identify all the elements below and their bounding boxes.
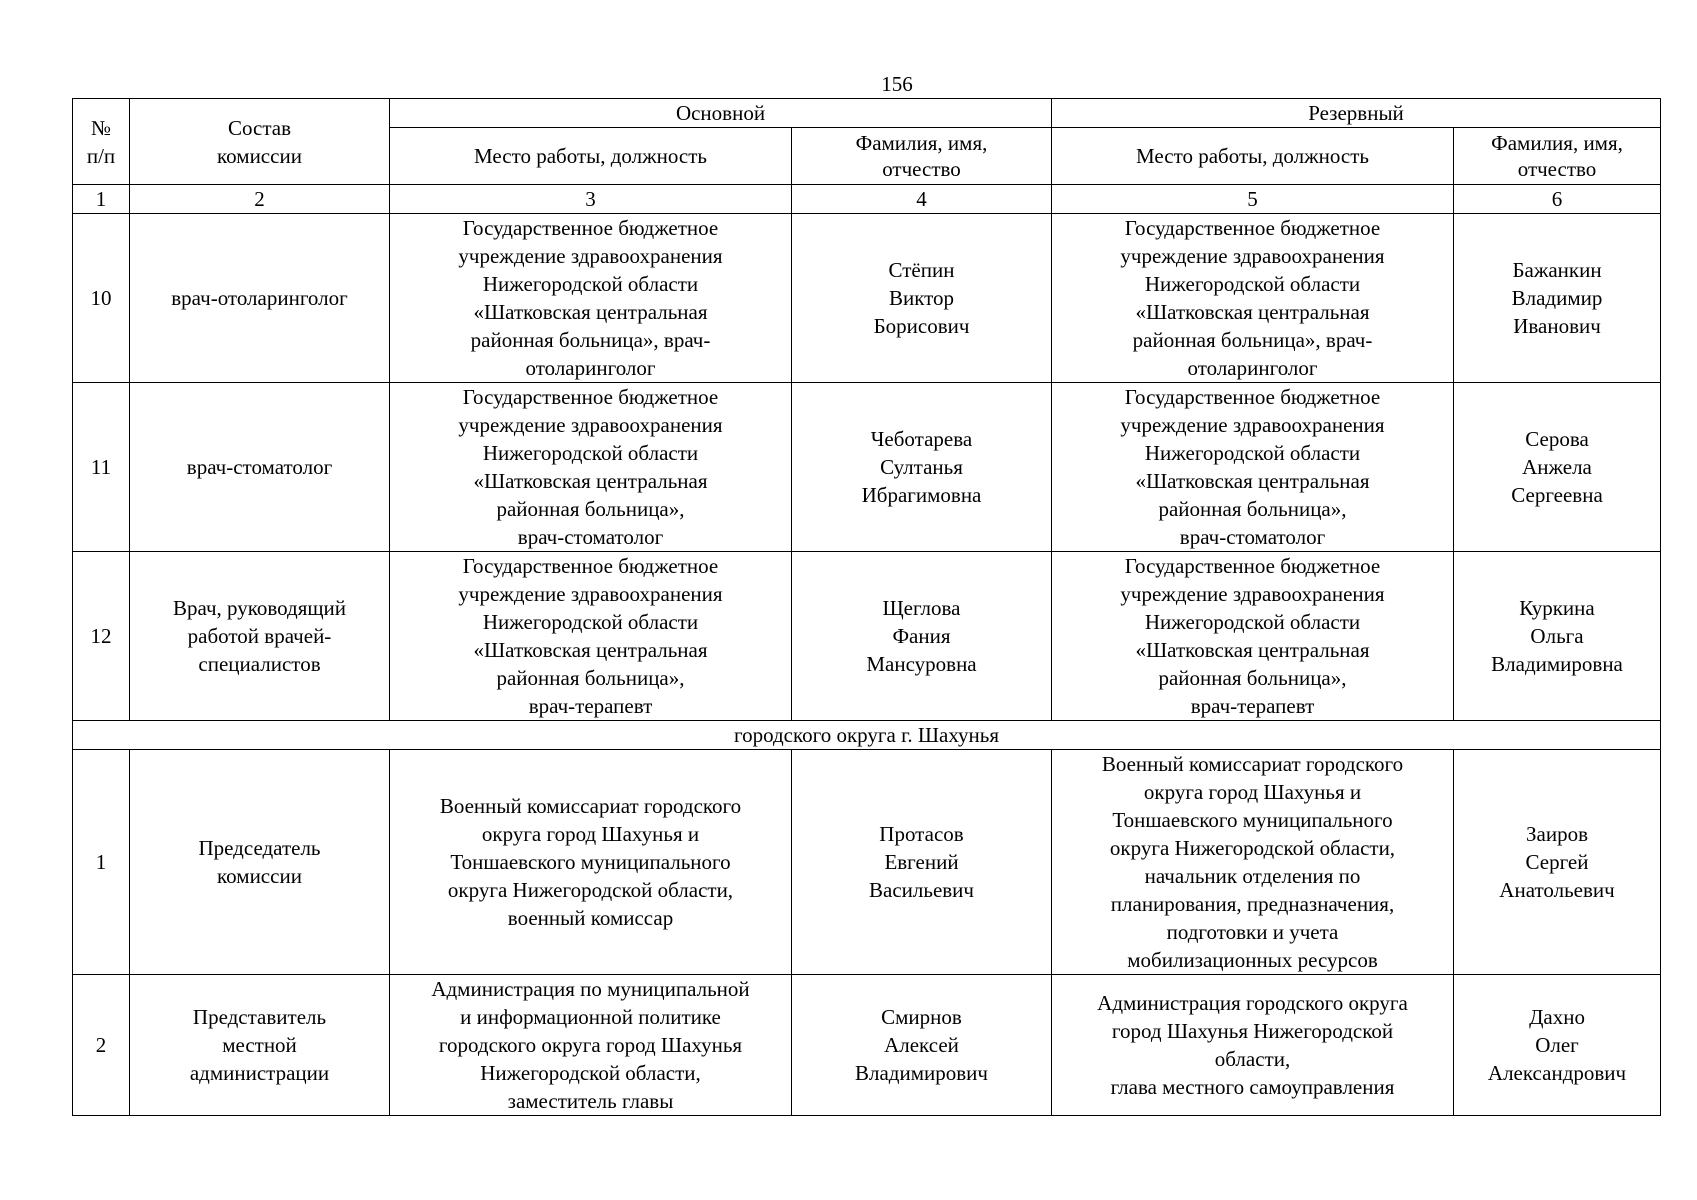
- row-main-workplace: Государственное бюджетное учреждение здравоохранения Нижегородской области «Шатковская центральная районная больница», врач-терапевт: [390, 552, 792, 721]
- row-main-name: Протасов Евгений Васильевич: [792, 750, 1052, 975]
- row-main-name: Щеглова Фания Мансуровна: [792, 552, 1052, 721]
- section-title: городского округа г. Шахунья: [73, 721, 1661, 750]
- table-row: [73, 750, 1661, 975]
- column-number: 1: [73, 185, 130, 214]
- row-main-workplace: Военный комиссариат городского округа город Шахунья и Тоншаевского муниципального округа Нижегородской области, военный комиссар: [390, 750, 792, 975]
- header-row-top: [73, 99, 1661, 128]
- header-number: № п/п: [73, 99, 130, 185]
- row-reserve-workplace: Государственное бюджетное учреждение здравоохранения Нижегородской области «Шатковская центральная районная больница», врач-терапевт: [1052, 552, 1454, 721]
- header-reserve-fio: Фамилия, имя, отчество: [1454, 128, 1661, 185]
- row-number: 2: [73, 975, 130, 1116]
- row-number: 10: [73, 214, 130, 383]
- row-role: Врач, руководящий работой врачей- специалистов: [130, 552, 390, 721]
- column-number: 6: [1454, 185, 1661, 214]
- row-main-workplace: Администрация по муниципальной и информационной политике городского округа город Шахунья Нижегородской области, заместитель главы: [390, 975, 792, 1116]
- table-row: [73, 552, 1661, 721]
- row-reserve-name: Бажанкин Владимир Иванович: [1454, 214, 1661, 383]
- page-number: 156: [881, 72, 913, 96]
- row-main-name: Стёпин Виктор Борисович: [792, 214, 1052, 383]
- row-role: Председатель комиссии: [130, 750, 390, 975]
- row-reserve-workplace: Администрация городского округа город Шахунья Нижегородской области, глава местного самоуправления: [1052, 975, 1454, 1116]
- header-reserve: Резервный: [1052, 99, 1661, 128]
- row-main-name: Смирнов Алексей Владимирович: [792, 975, 1052, 1116]
- row-reserve-workplace: Государственное бюджетное учреждение здравоохранения Нижегородской области «Шатковская центральная районная больница», врач-стоматолог: [1052, 383, 1454, 552]
- column-number: 5: [1052, 185, 1454, 214]
- table-row: [73, 383, 1661, 552]
- row-number: 12: [73, 552, 130, 721]
- row-reserve-name: Дахно Олег Александрович: [1454, 975, 1661, 1116]
- row-role: врач-стоматолог: [130, 383, 390, 552]
- row-reserve-workplace: Военный комиссариат городского округа город Шахунья и Тоншаевского муниципального округа Нижегородской области, начальник отделения по планирования, предназначения, подготовки и учета мобилизационных ресурсов: [1052, 750, 1454, 975]
- row-role: врач-отоларинголог: [130, 214, 390, 383]
- row-role: Представитель местной администрации: [130, 975, 390, 1116]
- commission-table: [72, 98, 1661, 1116]
- header-reserve-workplace: Место работы, должность: [1052, 128, 1454, 185]
- section-row: [73, 721, 1661, 750]
- row-reserve-workplace: Государственное бюджетное учреждение здравоохранения Нижегородской области «Шатковская центральная районная больница», врач- отоларинголог: [1052, 214, 1454, 383]
- column-number: 3: [390, 185, 792, 214]
- row-reserve-name: Заиров Сергей Анатольевич: [1454, 750, 1661, 975]
- table-row: [73, 975, 1661, 1116]
- table-row: [73, 214, 1661, 383]
- header-main: Основной: [390, 99, 1052, 128]
- row-main-workplace: Государственное бюджетное учреждение здравоохранения Нижегородской области «Шатковская центральная районная больница», врач- отоларинголог: [390, 214, 792, 383]
- header-composition: Состав комиссии: [130, 99, 390, 185]
- row-main-workplace: Государственное бюджетное учреждение здравоохранения Нижегородской области «Шатковская центральная районная больница», врач-стоматолог: [390, 383, 792, 552]
- row-reserve-name: Серова Анжела Сергеевна: [1454, 383, 1661, 552]
- column-number: 4: [792, 185, 1052, 214]
- row-reserve-name: Куркина Ольга Владимировна: [1454, 552, 1661, 721]
- column-number: 2: [130, 185, 390, 214]
- column-number-row: [73, 185, 1661, 214]
- header-main-workplace: Место работы, должность: [390, 128, 792, 185]
- row-main-name: Чеботарева Султанья Ибрагимовна: [792, 383, 1052, 552]
- row-number: 1: [73, 750, 130, 975]
- header-main-fio: Фамилия, имя, отчество: [792, 128, 1052, 185]
- row-number: 11: [73, 383, 130, 552]
